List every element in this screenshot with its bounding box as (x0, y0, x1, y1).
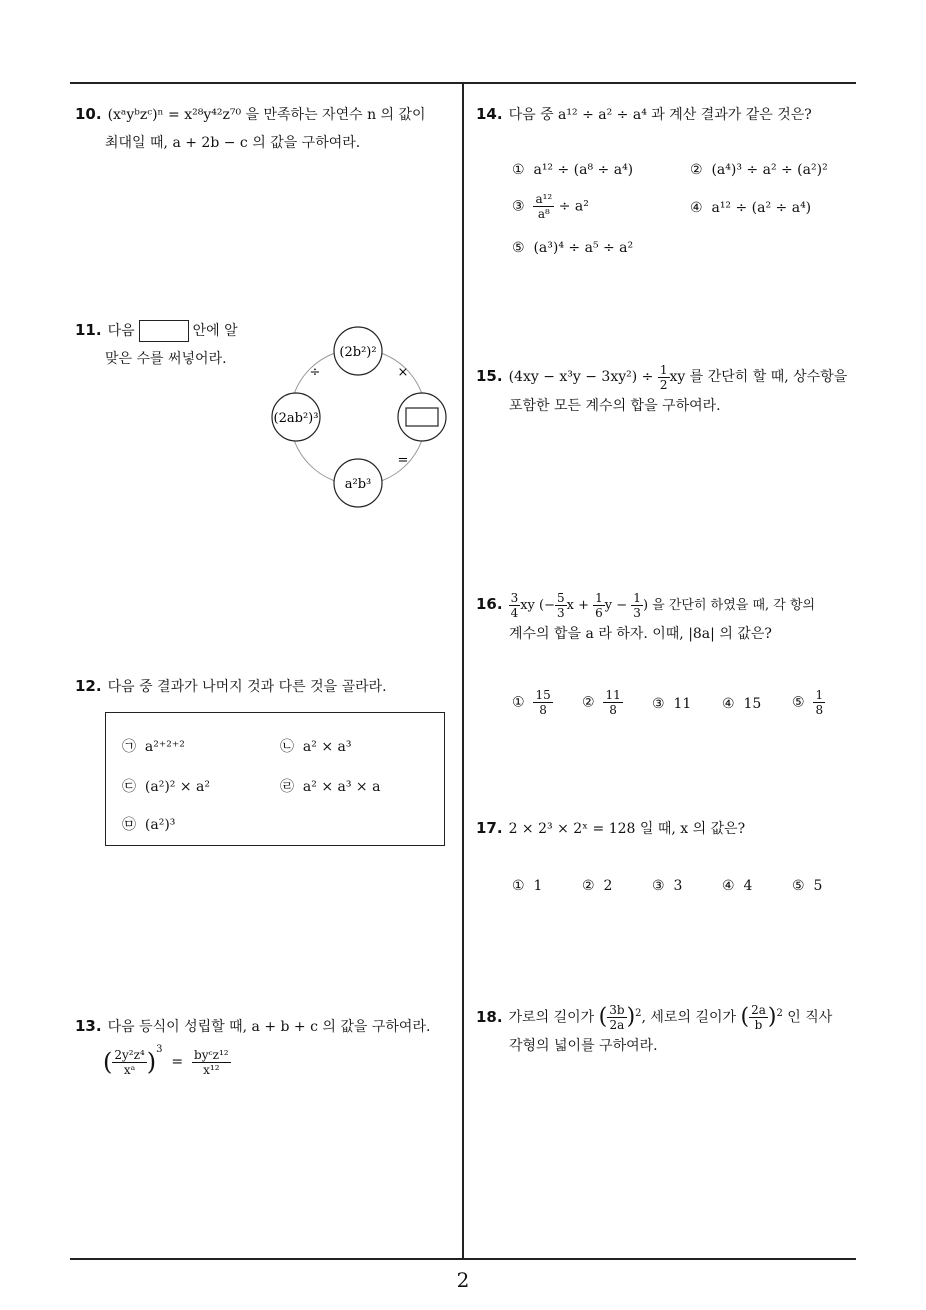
q16-option-2[interactable]: ② $\frac{11}{8}$ (582, 688, 621, 717)
question-text: 다음 (107, 323, 135, 339)
q16-option-1[interactable]: ① $\frac{15}{8}$ (512, 688, 551, 717)
q12-item-2: ㉡ a² × a³ (280, 739, 352, 755)
q14-option-1[interactable]: ① a¹² ÷ (a⁸ ÷ a⁴) (512, 162, 634, 178)
q16-option-3[interactable]: ③ 11 (652, 696, 692, 712)
question-16: 16. $\frac{3}{4}$ xy (− $\frac{5}{3}$ x + $\frac{1}{6}$ y − $\frac{1}{3}$ ) 을 간단히 하였을 때, 각 항의 계수의 합을 a 라 하자. 이때, |8a| 의 값은? (476, 590, 866, 648)
question-18: 18. 가로의 길이가 ( $\frac{3b}{2a}$ )$^2$, 세로의 길이가 ( $\frac{2a}{b}$ )$^2$ 인 직사 각형의 넓이를 구하여라. (476, 1000, 866, 1060)
diagram-answer-box (406, 408, 438, 426)
question-13 (75, 1012, 460, 1077)
operator-times: × (397, 365, 409, 380)
q14-option-3[interactable]: ③ $\frac{\text{a¹²}}{\text{a⁸}}$ ÷ a² (512, 192, 589, 221)
question-number: 11. (75, 321, 102, 339)
q14-option-2[interactable]: ② (a⁴)³ ÷ a² ÷ (a²)² (690, 162, 828, 178)
q12-item-5: ㉤ (a²)³ (122, 817, 176, 833)
question-number: 16. (476, 595, 503, 613)
q12-item-3: ㉢ (a²)² × a² (122, 779, 210, 795)
operator-equals: = (397, 453, 409, 468)
diagram-left-label: (2ab²)³ (273, 411, 319, 426)
question-text: 가로의 길이가 (508, 1009, 595, 1026)
diagram-bottom-label: a²b³ (344, 477, 372, 492)
question-number: 12. (75, 677, 102, 695)
question-text-line2: 각형의 넓이를 구하여라. (509, 1038, 658, 1055)
question-text-line2: 맞은 수를 써넣어라. (105, 351, 227, 367)
q17-option-5[interactable]: ⑤ 5 (792, 878, 823, 894)
question-text: , 세로의 길이가 (641, 1009, 737, 1026)
page-number: 2 (456, 1268, 470, 1292)
question-text: xy 를 간단히 할 때, 상수항을 (669, 369, 848, 385)
question-text: (4xy − x³y − 3xy²) ÷ (508, 369, 654, 385)
q16-option-4[interactable]: ④ 15 (722, 696, 762, 712)
q17-option-4[interactable]: ④ 4 (722, 878, 753, 894)
question-text-line2: 최대일 때, a + 2b − c 의 값을 구하여라. (105, 135, 361, 151)
bottom-rule (70, 1258, 856, 1260)
q16-option-5[interactable]: ⑤ $\frac{1}{8}$ (792, 688, 824, 717)
operator-divide: ÷ (309, 365, 321, 380)
question-text: 안에 알 (192, 323, 238, 339)
q17-option-1[interactable]: ① 1 (512, 878, 543, 894)
question-17 (476, 814, 861, 843)
q14-option-4[interactable]: ④ a¹² ÷ (a² ÷ a⁴) (690, 200, 812, 216)
q12-item-1: ㉠ a²⁺²⁺² (122, 739, 185, 755)
column-divider (462, 83, 464, 1258)
q13-equation: ( $\frac{\text{2y²z⁴}}{\text{xᵃ}}$ )$^3$ = $\frac{\text{byᶜz¹²}}{\text{x¹²}}$ (103, 1044, 229, 1077)
question-number: 18. (476, 1007, 503, 1026)
question-text: (xᵃyᵇzᶜ)ⁿ = x²⁸y⁴²z⁷⁰ 을 만족하는 자연수 n 의 값이 (107, 107, 426, 123)
q17-option-2[interactable]: ② 2 (582, 878, 613, 894)
question-text-line2: 포함한 모든 계수의 합을 구하여라. (509, 397, 721, 414)
question-10 (75, 100, 460, 157)
q12-item-4: ㉣ a² × a³ × a (280, 779, 381, 795)
question-number: 14. (476, 105, 503, 123)
question-11 (75, 316, 275, 373)
question-number: 15. (476, 367, 503, 385)
question-text-line2: 계수의 합을 a 라 하자. 이때, |8a| 의 값은? (509, 626, 772, 642)
question-14 (476, 100, 861, 129)
question-12 (75, 672, 460, 701)
question-number: 17. (476, 819, 503, 837)
diagram-top-label: (2b²)² (339, 345, 377, 360)
question-text: 인 직사 (787, 1009, 833, 1026)
question-number: 13. (75, 1017, 102, 1035)
question-text: 2 × 2³ × 2ˣ = 128 일 때, x 의 값은? (508, 821, 746, 837)
answer-box[interactable] (139, 320, 189, 342)
question-text: 다음 중 a¹² ÷ a² ÷ a⁴ 과 계산 결과가 같은 것은? (508, 107, 812, 123)
question-text: 다음 중 결과가 나머지 것과 다른 것을 골라라. (107, 679, 387, 695)
question-text: 다음 등식이 성립할 때, a + b + c 의 값을 구하여라. (107, 1019, 431, 1035)
q14-option-5[interactable]: ⑤ (a³)⁴ ÷ a⁵ ÷ a² (512, 240, 634, 256)
question-15: 15. (4xy − x³y − 3xy²) ÷ $\frac{1}{2}$ xy 를 간단히 할 때, 상수항을 포함한 모든 계수의 합을 구하여라. (476, 362, 861, 420)
question-number: 10. (75, 105, 102, 123)
q11-cycle-diagram (262, 318, 462, 508)
q17-option-3[interactable]: ③ 3 (652, 878, 683, 894)
